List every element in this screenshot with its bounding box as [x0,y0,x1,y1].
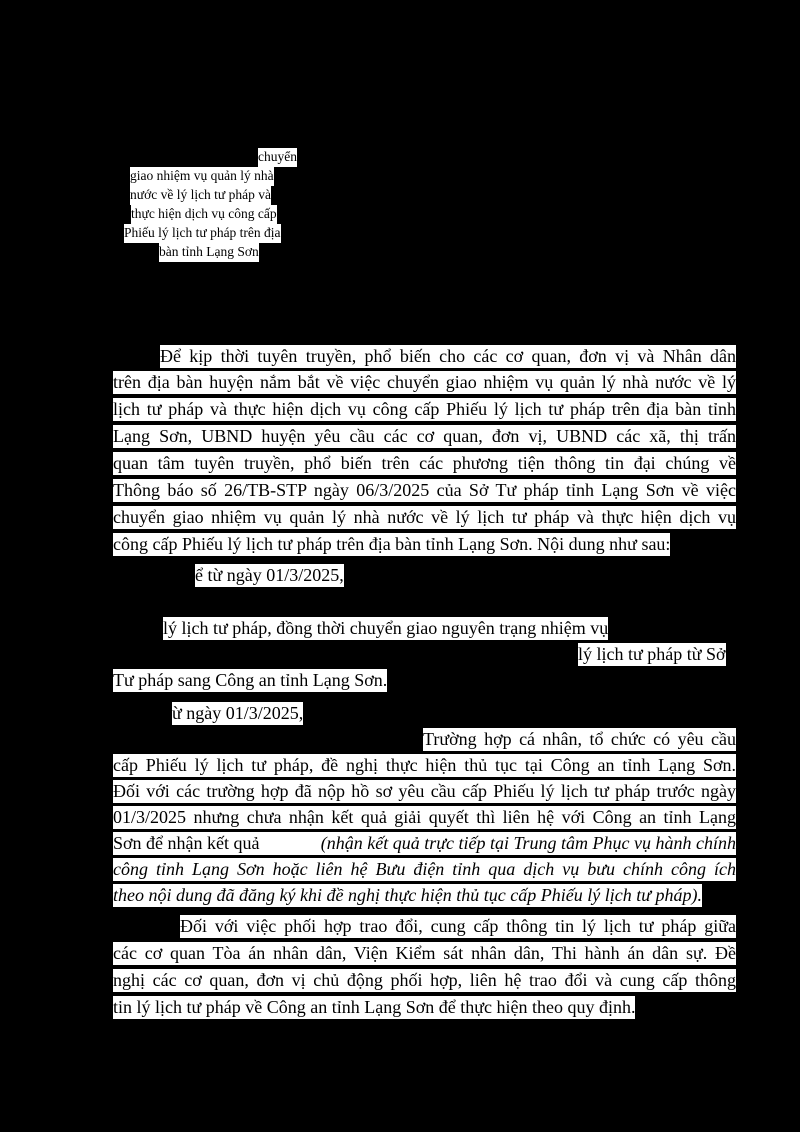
paragraph-line: Thông báo số 26/TB-STP ngày 06/3/2025 của Sở Tư pháp tỉnh Lạng Sơn về việc [113,480,736,500]
paragraph-line: ể từ ngày 01/3/2025, [195,565,344,585]
excerpt-line: Phiếu lý lịch tư pháp trên địa [124,224,281,243]
paragraph-line: quan tâm tuyên truyền, phổ biến trên các phương tiện thông tin đại chúng về [113,453,736,473]
paragraph-line: Đối với việc phối hợp trao đổi, cung cấp thông tin lý lịch tư pháp giữa [180,916,736,936]
paragraph-line: tin lý lịch tư pháp về Công an tỉnh Lạng Sơn để thực hiện theo quy định. [113,997,636,1017]
paragraph-italic-line: theo nội dung đã đăng ký khi đề nghị thực hiện thủ tục cấp Phiếu lý lịch tư pháp). [113,885,703,905]
paragraph-line: Lạng Sơn, UBND huyện yêu cầu các cơ quan, đơn vị, UBND các xã, thị trấn [113,426,736,446]
excerpt-line: nước về lý lịch tư pháp và [130,186,271,205]
excerpt-line: thực hiện dịch vụ công cấp [131,205,277,224]
excerpt-line: bàn tỉnh Lạng Sơn [159,243,259,262]
paragraph-line: lý lịch tư pháp từ Sở [578,644,726,664]
paragraph-line: lý lịch tư pháp, đồng thời chuyển giao nguyên trạng nhiệm vụ [163,618,609,638]
paragraph-line: Đối với các trường hợp đã nộp hồ sơ yêu cầu cấp Phiếu lý lịch tư pháp trước ngày [113,781,736,801]
paragraph-line: lịch tư pháp và thực hiện dịch vụ công cấp Phiếu lý lịch tư pháp trên địa bàn tỉnh [113,399,736,419]
paragraph-line: công cấp Phiếu lý lịch tư pháp trên địa bàn tỉnh Lạng Sơn. Nội dung như sau: [113,534,671,554]
paragraph-line: Tư pháp sang Công an tỉnh Lạng Sơn. [113,670,388,690]
paragraph-line: nghị các cơ quan, đơn vị chủ động phối hợp, liên hệ trao đổi và cung cấp thông [113,970,736,990]
paragraph-line: chuyển giao nhiệm vụ quản lý nhà nước về lý lịch tư pháp và thực hiện dịch vụ [113,507,736,527]
paragraph-italic-text: (nhận kết quả trực tiếp tại Trung tâm Phục vụ hành chính [320,833,736,853]
paragraph-line: trên địa bàn huyện nắm bắt về việc chuyển giao nhiệm vụ quản lý nhà nước về lý [113,372,736,392]
excerpt-line: chuyển [258,148,297,167]
paragraph-line: cấp Phiếu lý lịch tư pháp, đề nghị thực hiện thủ tục tại Công an tỉnh Lạng Sơn. [113,755,736,775]
paragraph-italic-line: công tỉnh Lạng Sơn hoặc liên hệ Bưu điện tỉnh qua dịch vụ bưu chính công ích [113,859,736,879]
paragraph-text: Sơn để nhận kết quả [113,833,260,853]
paragraph-line: ừ ngày 01/3/2025, [172,703,304,723]
paragraph-line: 01/3/2025 nhưng chưa nhận kết quả giải quyết thì liên hệ với Công an tỉnh Lạng [113,807,736,827]
paragraph-line [113,832,736,855]
paragraph-line: các cơ quan Tòa án nhân dân, Viện Kiểm sát nhân dân, Thi hành án dân sự. Đề [113,943,736,963]
paragraph-line: Để kịp thời tuyên truyền, phổ biến cho các cơ quan, đơn vị và Nhân dân [160,346,736,366]
excerpt-line: giao nhiệm vụ quản lý nhà [130,167,274,186]
paragraph-line: Trường hợp cá nhân, tổ chức có yêu cầu [423,729,736,749]
